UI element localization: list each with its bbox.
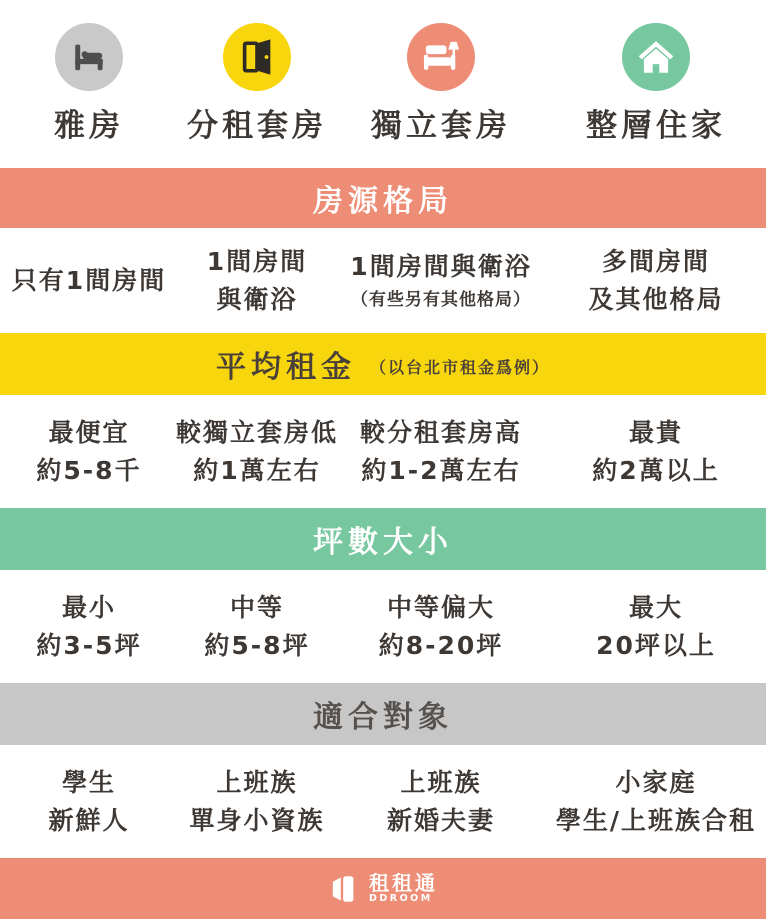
cell-line: 新鮮人 <box>48 805 130 835</box>
layout-section-banner <box>0 168 766 228</box>
cell-line: 約5-8千 <box>36 455 142 485</box>
size-cell-single-room <box>0 570 178 683</box>
cell-line: 最小 <box>61 593 116 622</box>
category-whole-home <box>546 0 766 168</box>
cell-line: 小家庭 <box>615 768 697 797</box>
category-header <box>0 0 766 168</box>
layout-row <box>0 228 766 333</box>
cell-line: 學生/上班族合租 <box>555 805 757 835</box>
sofa-icon-circle <box>407 23 475 91</box>
cell-line: 最便宜 <box>48 418 130 447</box>
cell-line: 約2萬以上 <box>592 455 720 485</box>
cell-line: 較獨立套房低 <box>176 418 339 447</box>
rent-cell-studio-suite <box>336 395 546 508</box>
size-cell-whole-home <box>546 570 766 683</box>
cell-line: 及其他格局 <box>588 284 724 314</box>
category-label: 獨立套房 <box>371 108 511 144</box>
audience-cell-studio-suite <box>336 745 546 858</box>
size-row <box>0 570 766 683</box>
cell-line: 與衛浴 <box>216 284 298 314</box>
sofa-icon <box>419 35 463 79</box>
layout-cell-shared-suite <box>178 228 336 333</box>
section-title: 房源格局 <box>313 184 453 219</box>
rent-cell-whole-home <box>546 395 766 508</box>
size-section-banner <box>0 508 766 570</box>
audience-cell-whole-home <box>546 745 766 858</box>
cell-line: 只有1間房間 <box>11 265 167 295</box>
rent-row <box>0 395 766 508</box>
rent-cell-shared-suite <box>176 395 339 508</box>
rent-section-banner <box>0 333 766 395</box>
house-icon-circle <box>622 23 690 91</box>
category-label: 分租套房 <box>187 108 327 144</box>
cell-line: 中等 <box>229 593 284 622</box>
layout-cell-whole-home <box>546 228 766 333</box>
category-label: 整層住家 <box>586 108 726 144</box>
cell-line: 最貴 <box>628 418 683 447</box>
cell-line: 約8-20坪 <box>378 630 504 660</box>
cell-line: 單身小資族 <box>189 805 325 835</box>
size-cell-shared-suite <box>178 570 336 683</box>
section-title: 坪數大小 <box>313 525 453 560</box>
cell-line: 上班族 <box>216 768 298 797</box>
door-icon-circle <box>223 23 291 91</box>
audience-cell-single-room <box>0 745 178 858</box>
cell-line: 多間房間 <box>601 247 710 276</box>
layout-cell-single-room <box>0 228 178 333</box>
cell-line: 1間房間 <box>206 247 308 276</box>
size-cell-studio-suite <box>336 570 546 683</box>
category-studio-suite <box>336 0 546 168</box>
cell-line: 上班族 <box>400 768 482 797</box>
audience-section-banner <box>0 683 766 745</box>
brand-text <box>369 873 438 904</box>
door-icon <box>235 35 279 79</box>
category-single-room <box>0 0 178 168</box>
cell-line: 約1-2萬左右 <box>361 455 521 485</box>
cell-line: 約3-5坪 <box>36 630 142 660</box>
footer <box>0 858 766 919</box>
cell-line: 1間房間與衛浴 <box>350 252 532 281</box>
cell-line: 學生 <box>61 768 116 797</box>
section-title: 平均租金 <box>215 350 356 385</box>
cell-line: 約5-8坪 <box>204 630 310 660</box>
bed-icon-circle <box>55 23 123 91</box>
cell-line: 較分租套房高 <box>359 418 522 447</box>
brand-subname: DDROOM <box>369 893 433 905</box>
audience-cell-shared-suite <box>178 745 336 858</box>
layout-cell-studio-suite <box>336 228 546 333</box>
section-title: 適合對象 <box>313 700 453 735</box>
brand-name: 租租通 <box>369 871 438 896</box>
house-icon <box>634 35 678 79</box>
cell-line: 20坪以上 <box>596 630 716 660</box>
ddroom-logo-icon <box>328 873 360 905</box>
cell-line: 中等偏大 <box>386 593 495 622</box>
category-label: 雅房 <box>54 108 124 144</box>
bed-icon <box>67 35 111 79</box>
category-shared-suite <box>178 0 336 168</box>
cell-line: 最大 <box>628 593 683 622</box>
audience-row <box>0 745 766 858</box>
cell-line: 新婚夫妻 <box>386 805 495 835</box>
section-subtitle: （以台北市租金爲例） <box>369 357 550 377</box>
rent-cell-single-room <box>0 395 178 508</box>
cell-note: （有些另有其他格局） <box>351 289 531 310</box>
cell-line: 約1萬左右 <box>193 455 321 485</box>
